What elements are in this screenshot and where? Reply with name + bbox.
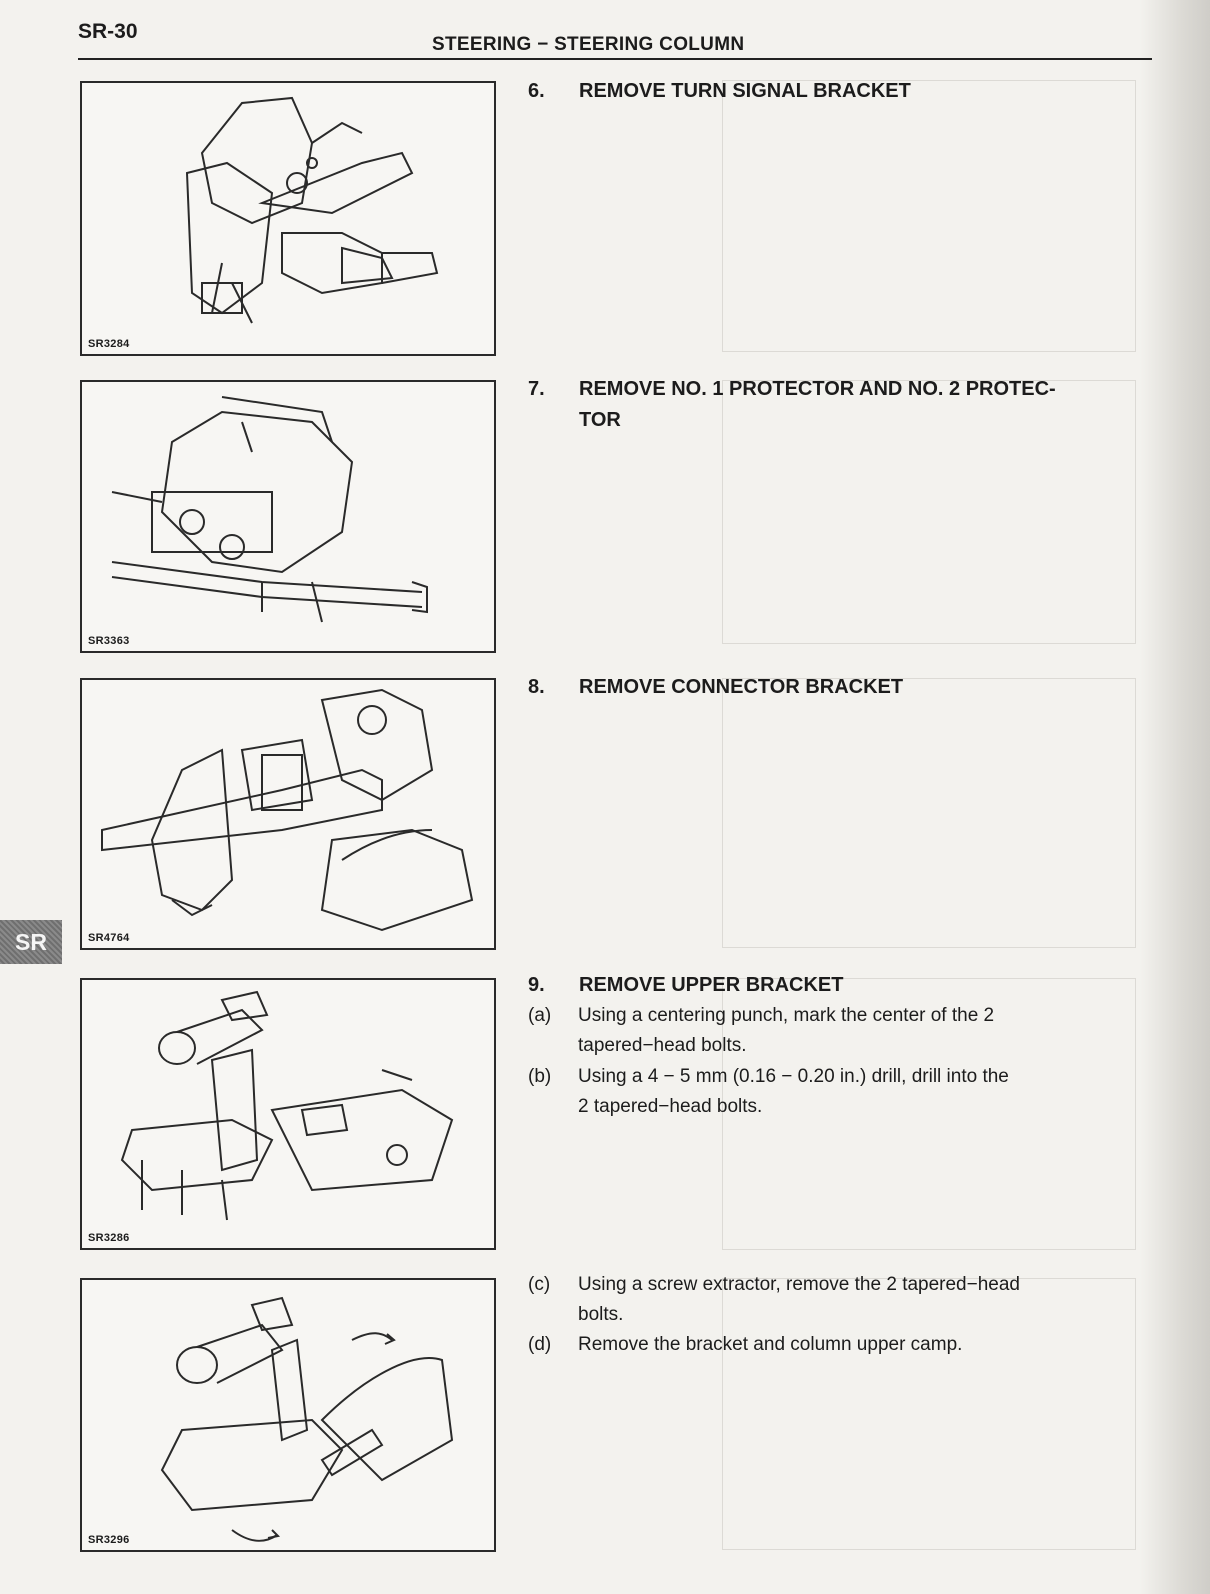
substep-d (528, 1330, 1148, 1360)
step-number: 6. (528, 80, 545, 102)
step-8 (528, 672, 1148, 703)
page-title: STEERING − STEERING COLUMN (432, 34, 745, 55)
figure-turn-signal-bracket (80, 81, 496, 356)
step-heading: REMOVE NO. 1 PROTECTOR AND NO. 2 PROTEC- (579, 378, 1056, 400)
step-number: 7. (528, 378, 545, 400)
step-heading-continued: TOR (579, 409, 621, 431)
substep-c (528, 1270, 1148, 1330)
step-7 (528, 374, 1148, 436)
step-heading: REMOVE TURN SIGNAL BRACKET (579, 80, 911, 102)
substep-text: Remove the bracket and column upper camp. (578, 1334, 963, 1355)
step-number: 8. (528, 676, 545, 698)
substep-label: (a) (528, 1005, 552, 1026)
figure-code: SR4764 (88, 932, 130, 944)
substep-a (528, 1001, 1148, 1061)
substep-text: Using a centering punch, mark the center of the 2 (578, 1005, 995, 1026)
substep-text: Using a screw extractor, remove the 2 tapered−head (578, 1274, 1020, 1295)
substep-text: Using a 4 − 5 mm (0.16 − 0.20 in.) drill, drill into the (578, 1066, 1009, 1087)
bleed-through-frame (722, 678, 1136, 948)
substep-text-continued: bolts. (578, 1304, 624, 1325)
figure-code: SR3284 (88, 338, 130, 350)
figure-code: SR3286 (88, 1232, 130, 1244)
step-6 (528, 76, 1148, 107)
substep-text-continued: tapered−head bolts. (578, 1035, 747, 1056)
substep-label: (d) (528, 1334, 552, 1355)
substep-text-continued: 2 tapered−head bolts. (578, 1096, 763, 1117)
step-heading: REMOVE CONNECTOR BRACKET (579, 676, 904, 698)
bleed-through-frame (722, 80, 1136, 352)
step-heading: REMOVE UPPER BRACKET (579, 974, 844, 996)
page-number: SR-30 (78, 20, 138, 43)
figure-upper-bracket (80, 978, 496, 1250)
figure-protectors (80, 380, 496, 653)
step-9 (528, 970, 1148, 1001)
figure-code: SR3363 (88, 635, 130, 647)
connector-bracket-illustration (82, 680, 494, 948)
substep-b (528, 1062, 1148, 1122)
upper-bracket-illustration (82, 980, 494, 1248)
figure-connector-bracket (80, 678, 496, 950)
header-divider (78, 58, 1152, 60)
figure-screw-extractor (80, 1278, 496, 1552)
protector-illustration (82, 382, 494, 651)
page-edge-shadow (1140, 0, 1210, 1594)
step-number: 9. (528, 974, 545, 996)
screw-extractor-illustration (82, 1280, 494, 1550)
figure-code: SR3296 (88, 1534, 130, 1546)
turn-signal-bracket-illustration (82, 83, 494, 354)
section-tab: SR (0, 920, 62, 964)
substep-label: (b) (528, 1066, 552, 1087)
substep-label: (c) (528, 1274, 551, 1295)
